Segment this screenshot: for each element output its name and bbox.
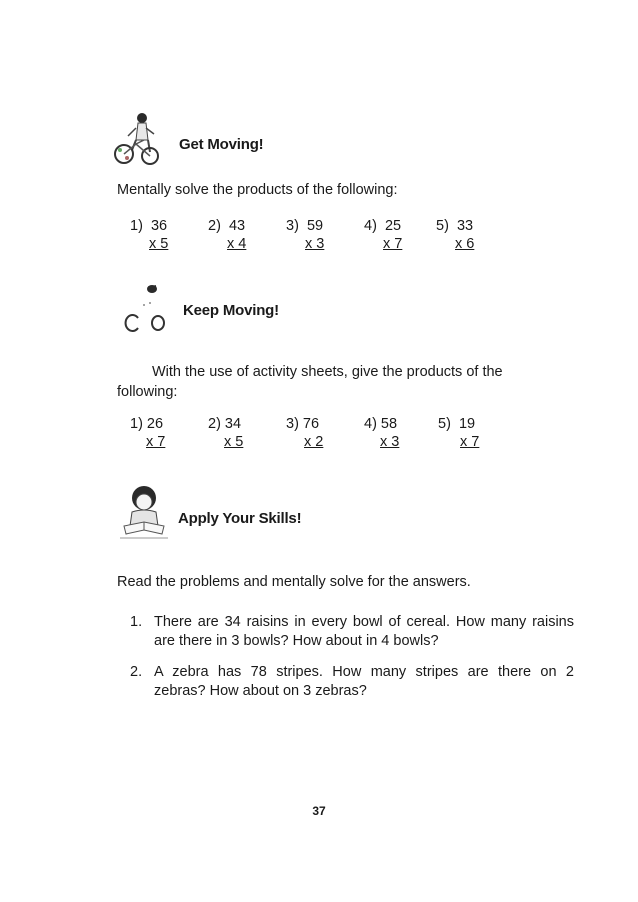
child-on-bicycle-icon (110, 110, 166, 168)
problem-item: 1) 26 x 7 (130, 416, 166, 450)
get-moving-problems (130, 218, 514, 258)
problem-item: 1) 36 x 5 (130, 218, 169, 252)
problem-item: 4) 58 x 3 (364, 416, 400, 450)
get-moving-illustration (110, 110, 166, 168)
apply-skills-title: Apply Your Skills! (178, 510, 302, 527)
get-moving-instruction: Mentally solve the products of the following: (117, 182, 398, 198)
page-number: 37 (312, 804, 326, 818)
keep-moving-instruction-line2: following: (117, 384, 178, 400)
problem-item: 5) 19 x 7 (438, 416, 480, 450)
list-item-line: There are 34 raisins in every bowl of cereal. How many raisins (154, 614, 574, 630)
bicycle-wheels-icon (118, 280, 176, 336)
keep-moving-instruction-line1: With the use of activity sheets, give the products of the (152, 364, 503, 380)
problem-item: 4) 25 x 7 (364, 218, 403, 252)
keep-moving-problems (130, 416, 516, 456)
list-item-line: A zebra has 78 stripes. How many stripes are there on 2 (154, 664, 574, 680)
keep-moving-illustration (118, 280, 176, 336)
list-item-line: zebras? How about on 3 zebras? (154, 683, 367, 699)
child-reading-icon (114, 482, 174, 542)
apply-skills-instruction: Read the problems and mentally solve for the answers. (117, 574, 471, 590)
keep-moving-title: Keep Moving! (183, 302, 279, 319)
get-moving-title: Get Moving! (179, 136, 264, 153)
list-item-index: 2. (130, 664, 143, 680)
problem-item: 3) 76 x 2 (286, 416, 324, 450)
list-item-index: 1. (130, 614, 143, 630)
problem-item: 5) 33 x 6 (436, 218, 475, 252)
list-item-line: are there in 3 bowls? How about in 4 bowls? (154, 633, 439, 649)
problem-item: 2) 43 x 4 (208, 218, 247, 252)
problem-item: 3) 59 x 3 (286, 218, 325, 252)
apply-skills-illustration (114, 482, 174, 542)
problem-item: 2) 34 x 5 (208, 416, 244, 450)
